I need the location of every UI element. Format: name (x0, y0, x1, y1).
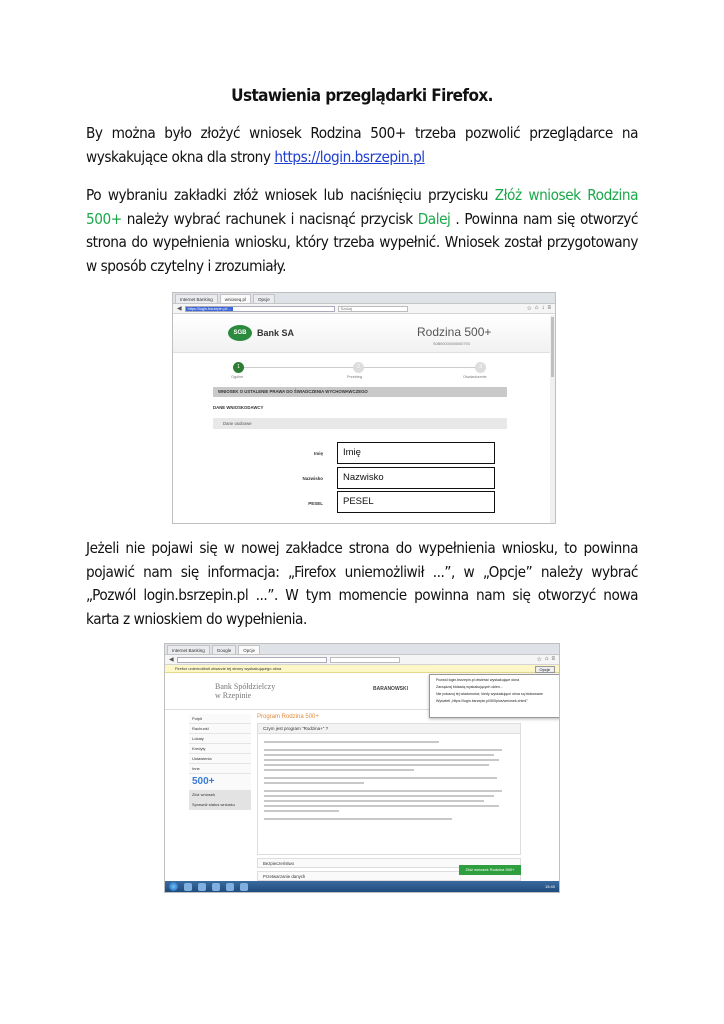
home-icon[interactable]: ⌂ (544, 656, 549, 662)
step-1-label: Ogólne (231, 375, 244, 379)
step-3: 3 (475, 362, 486, 373)
pesel-field[interactable]: PESEL (337, 491, 495, 513)
form-subsection: Dane osobowe (213, 418, 507, 429)
highlight-next-label: Dalej (417, 209, 451, 228)
back-icon[interactable]: ◀ (177, 306, 182, 312)
program-title: Rodzina 500+ (417, 325, 492, 339)
sidebar-item[interactable]: Ustawienia (189, 754, 251, 764)
step-2: 2 (353, 362, 364, 373)
start-button-icon[interactable] (169, 882, 178, 891)
taskbar-clock: 15:40 (544, 884, 555, 889)
sidebar-item[interactable]: Pulpit (189, 714, 251, 724)
search-input[interactable] (330, 657, 400, 663)
taskbar-app-icon[interactable] (240, 883, 248, 891)
taskbar-app-icon[interactable] (226, 883, 234, 891)
browser-tab[interactable]: Internet Banking (167, 645, 210, 654)
submit-application-button[interactable]: Złóż wniosek Rodzina 500+ (459, 865, 521, 875)
bank-logo: SGB (228, 325, 252, 341)
paragraph-3: Jeżeli nie pojawi się w nowej zakładce strona do wypełnienia wniosku, to powinna pojawić nam się informacja: „Firefox uniemożliwił ...”, w „Opcje” należy wybrać „Pozwól login.bsrzepin.pl ...”. W tym momencie powinna nam się otworzyć nowa karta z wnioskiem do wypełnienia. (86, 539, 638, 628)
paragraph-1 (86, 122, 638, 169)
screenshot-application-form (172, 292, 556, 524)
sidebar-item[interactable]: Lokaty (189, 734, 251, 744)
info-panel (257, 723, 521, 855)
sidebar (189, 714, 251, 810)
toolbar-icons (536, 656, 555, 663)
form-section-title: DANE WNIOSKODAWCY (213, 405, 264, 410)
taskbar-app-icon[interactable] (198, 883, 206, 891)
options-button[interactable]: Opcje (535, 666, 555, 673)
sidebar-500-logo: 500+ (189, 774, 251, 790)
download-icon[interactable]: ↓ (541, 305, 545, 311)
sidebar-item[interactable]: Inne (189, 764, 251, 774)
menu-item-hide[interactable]: Nie pokazuj tej wiadomości, kiedy wyskakujące okna są blokowane (436, 692, 543, 696)
accordion-data-processing[interactable]: Przetwarzanie danych (257, 871, 521, 881)
bank-header (173, 315, 556, 353)
sidebar-item[interactable]: Kredyty (189, 744, 251, 754)
menu-icon[interactable]: ≡ (547, 305, 551, 311)
browser-tab[interactable]: Opcje (238, 645, 260, 654)
bank-name: Bank SA (257, 328, 295, 338)
windows-taskbar (165, 881, 560, 892)
browser-tabbar (165, 644, 559, 655)
scrollbar[interactable] (550, 315, 555, 523)
home-icon[interactable]: ⌂ (534, 305, 539, 311)
menu-item-show[interactable]: Wyświetl „https://login.bsrzepin.pl/500plus/wniosek.xhtml” (436, 699, 528, 703)
browser-tab[interactable]: Internet Banking (175, 294, 218, 303)
browser-urlbar (165, 655, 559, 665)
url-field[interactable] (177, 657, 327, 663)
paragraph-2-text-b: należy wybrać rachunek i nacisnąć przycisk (121, 209, 418, 228)
sidebar-item-status[interactable]: Sprawdź status wniosku (189, 800, 251, 810)
browser-tab[interactable]: Google (212, 645, 237, 654)
taskbar-app-icon[interactable] (212, 883, 220, 891)
panel-title[interactable]: Czym jest program "Rodzina+" ? (258, 724, 520, 734)
screenshot-popup-blocked (164, 643, 560, 893)
star-icon[interactable]: ☆ (526, 306, 532, 312)
toolbar-icons (526, 305, 551, 312)
menu-icon[interactable]: ≡ (551, 656, 555, 662)
panel-body (258, 734, 520, 854)
taskbar-app-icon[interactable] (184, 883, 192, 891)
back-icon[interactable]: ◀ (169, 657, 174, 663)
browser-urlbar (173, 304, 555, 314)
paragraph-2 (86, 184, 638, 278)
popup-options-menu (429, 674, 560, 718)
page-title: Ustawienia przeglądarki Firefox. (231, 86, 493, 106)
url-field[interactable]: https://login.bsrzepin.pl/... (185, 306, 335, 312)
sidebar-item[interactable]: Rachunki (189, 724, 251, 734)
browser-tab[interactable]: Opcje (253, 294, 275, 303)
step-3-label: Oświadczenie (463, 375, 487, 379)
user-name: BARANOWSKI (373, 686, 408, 692)
wizard-steps (213, 361, 503, 381)
paragraph-2-text-a: Po wybraniu zakładki złóż wniosek lub naciśnięciu przycisku (86, 186, 495, 204)
bank-name: Bank Spółdzielczy w Rzepinie (215, 682, 276, 700)
accordion-security[interactable]: Bezpieczeństwo (257, 858, 521, 868)
step-2-label: Przebieg (347, 375, 362, 379)
menu-item-allow[interactable]: Pozwól login.bsrzepin.pl otwierać wyskakujące okna (436, 678, 520, 682)
menu-item-manage[interactable]: Zarządzaj blokadą wyskakujących okien... (436, 685, 503, 689)
paragraph-2-text-c: . Powinna nam się otworzyć strona do wypełnienia wniosku, który trzeba wypełnić. Wniosek został przygotowany w sposób czytelny i zrozumiały. (86, 209, 638, 275)
step-1: 1 (233, 362, 244, 373)
main-content (257, 714, 521, 881)
search-input[interactable]: Szukaj (338, 306, 408, 312)
browser-tabbar (173, 293, 555, 304)
first-name-label: Imię (313, 451, 323, 456)
popup-blocked-notification: Firefox uniemożliwił otwarcie tej strony wyskakującego okna (165, 665, 559, 673)
highlight-submit-label: Złóż wniosek Rodzina 500+ (86, 186, 638, 228)
sidebar-item-submit[interactable]: Złóż wniosek (189, 790, 251, 800)
pesel-label: PESEL (308, 501, 323, 506)
first-name-field[interactable]: Imię (337, 442, 495, 464)
program-heading: Program Rodzina 500+ (257, 714, 319, 720)
browser-tab[interactable]: wnioseq.pl (220, 294, 251, 303)
last-name-label: Nazwisko (302, 476, 323, 481)
form-header: WNIOSEK O USTALENIE PRAWA DO ŚWIADCZENIA WYCHOWAWCZEGO (213, 387, 507, 397)
program-number: S0B00000000000793 (433, 342, 470, 346)
login-link[interactable]: https://login.bsrzepin.pl (274, 147, 425, 166)
paragraph-1-text: By można było złożyć wniosek Rodzina 500+ trzeba pozwolić przeglądarce na wyskakujące okna dla strony (86, 124, 638, 166)
last-name-field[interactable]: Nazwisko (337, 467, 495, 489)
star-icon[interactable]: ☆ (536, 657, 542, 663)
